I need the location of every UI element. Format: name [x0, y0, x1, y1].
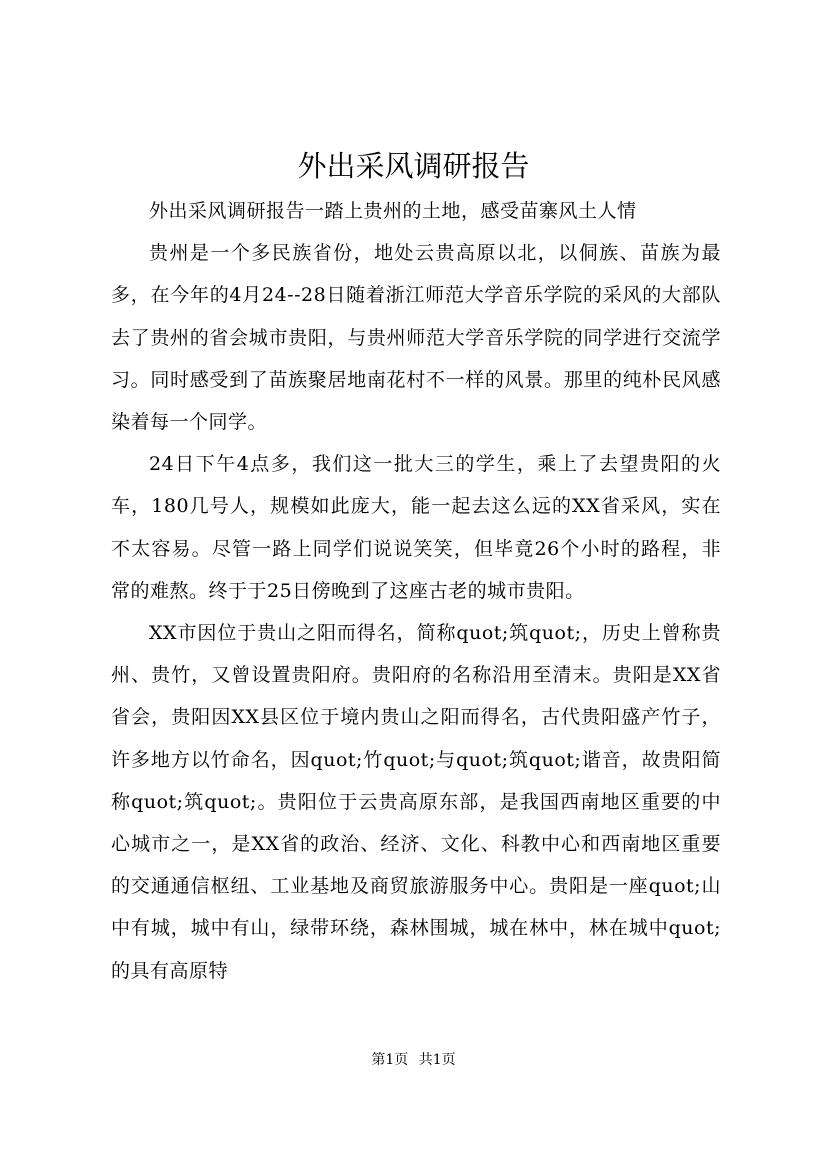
paragraph: 24日下午4点多，我们这一批大三的学生，乘上了去望贵阳的火车，180几号人，规模如此庞大，能一起去这么远的XX省采风，实在不太容易。尽管一路上同学们说说笑笑，但毕竟26个小时的路程，非常的难熬。终于于25日傍晚到了这座古老的城市贵阳。: [111, 453, 721, 602]
page-footer: [0, 1050, 827, 1070]
page-total: 共1页: [418, 1052, 456, 1068]
paragraph: XX市因位于贵山之阳而得名，简称quot;筑quot;，历史上曾称贵州、贵竹，又曾设置贵阳府。贵阳府的名称沿用至清末。贵阳是XX省省会，贵阳因XX县区位于境内贵山之阳而得名，古代贵阳盛产竹子，许多地方以竹命名，因quot;竹quot;与quot;筑quot;谐音，故贵阳简称quot;筑quot;。贵阳位于云贵高原东部，是我国西南地区重要的中心城市之一，是XX省的政治、经济、文化、科教中心和西南地区重要的交通通信枢纽、工业基地及商贸旅游服务中心。贵阳是一座quot;山中有城，城中有山，绿带环绕，森林围城，城在林中，林在城中quot;的具有高原特: [111, 622, 721, 982]
document-body: [111, 190, 721, 992]
paragraph: 贵州是一个多民族省份，地处云贵高原以北，以侗族、苗族为最多，在今年的4月24--28日随着浙江师范大学音乐学院的采风的大部队去了贵州的省会城市贵阳，与贵州师范大学音乐学院的同学进行交流学习。同时感受到了苗族聚居地南花村不一样的风景。那里的纯朴民风感染着每一个同学。: [111, 242, 721, 434]
paragraph: 外出采风调研报告一踏上贵州的土地，感受苗寨风土人情: [149, 200, 637, 222]
page-number: 第1页: [371, 1052, 409, 1068]
document-title: 外出采风调研报告: [297, 149, 530, 183]
